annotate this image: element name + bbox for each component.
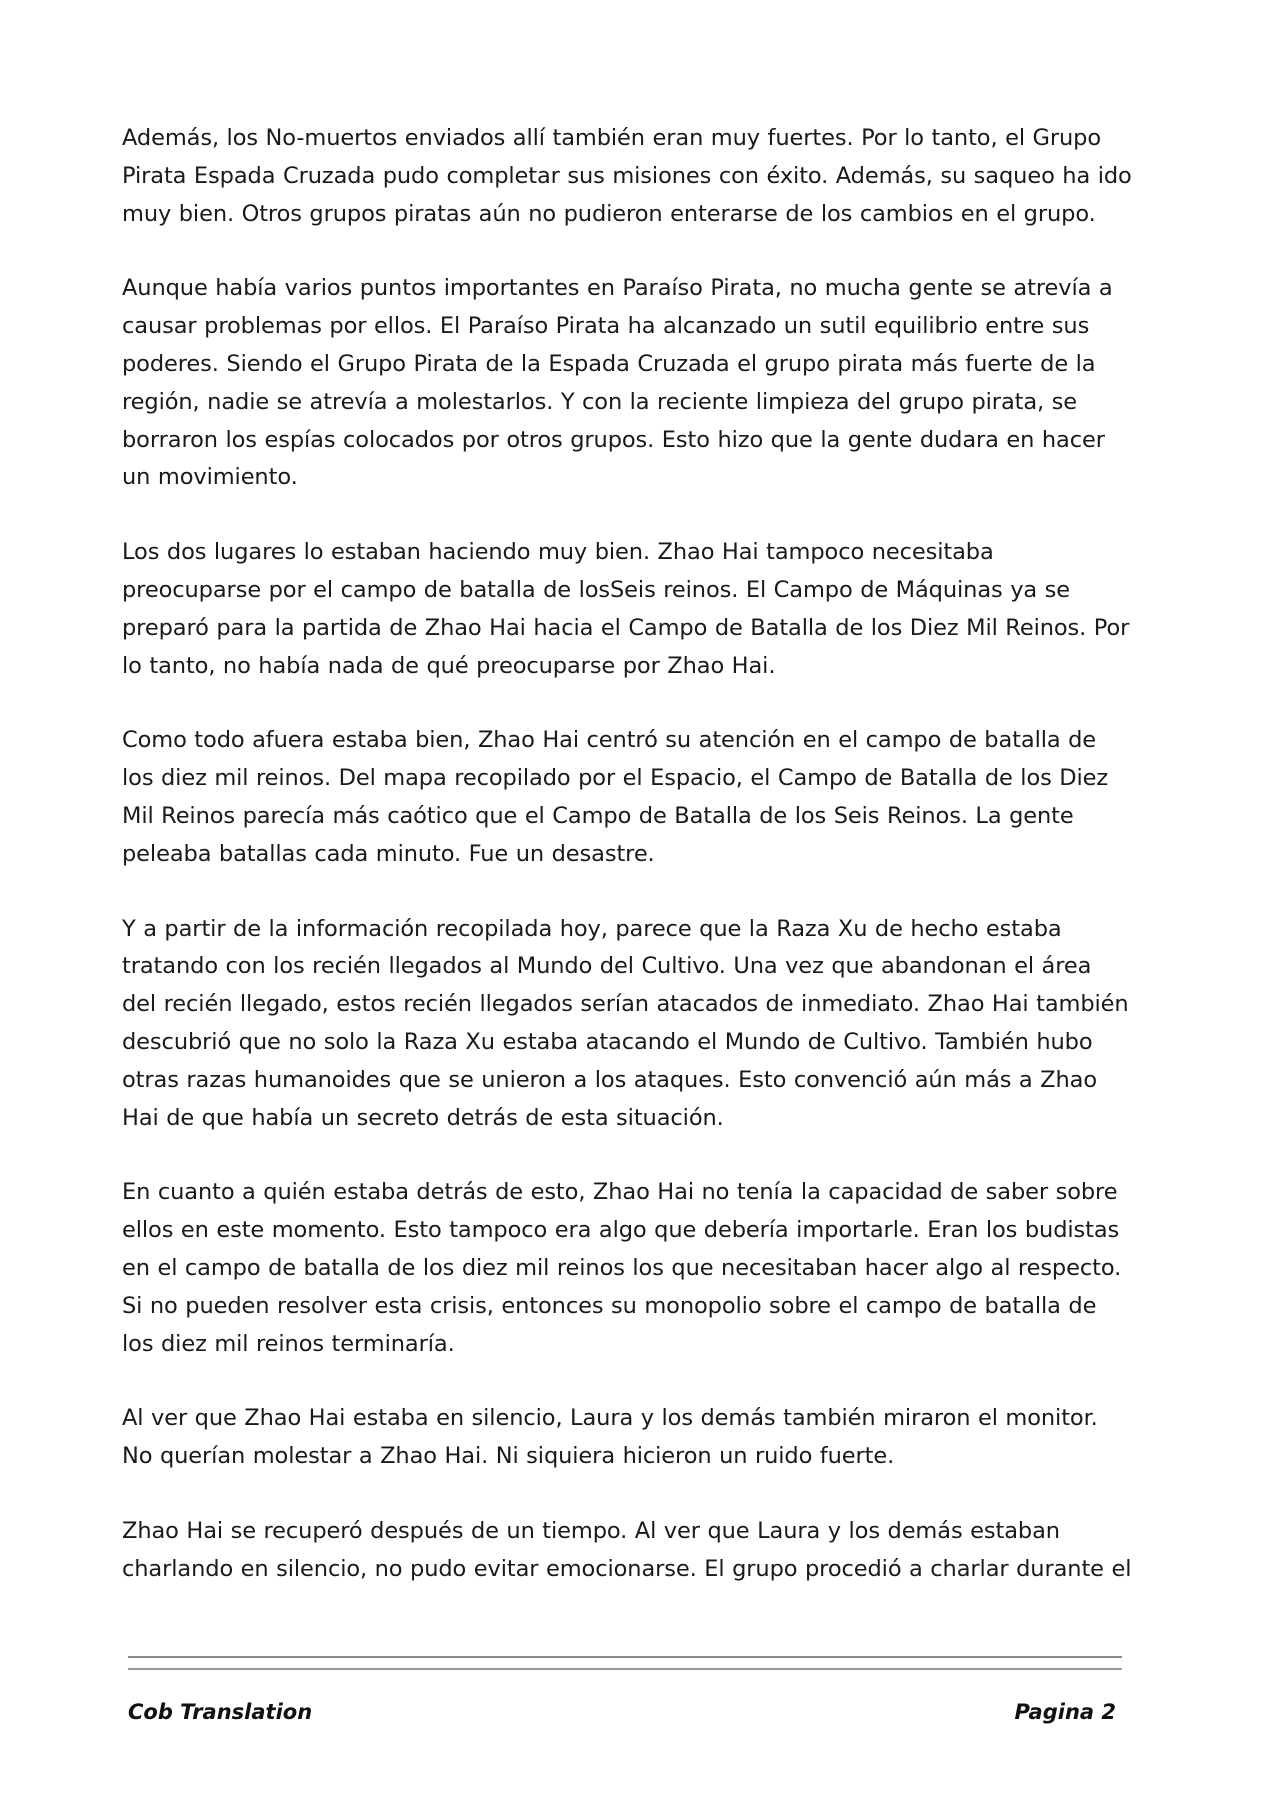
footer-source: Cob Translation xyxy=(128,1700,313,1724)
footer-divider xyxy=(128,1668,1122,1670)
footer-page-number: Pagina 2 xyxy=(1014,1700,1116,1724)
paragraph: Zhao Hai se recuperó después de un tiempo. Al ver que Laura y los demás estaban charlando en silencio, no pudo evitar emocionarse. El grupo procedió a charlar durante el xyxy=(122,1517,1132,1582)
page-body xyxy=(122,120,1132,1626)
paragraph: En cuanto a quién estaba detrás de esto, Zhao Hai no tenía la capacidad de saber sobre ellos en este momento. Esto tampoco era algo que debería importarle. Eran los budistas en el campo de batalla de los diez mil reinos los que necesitaban hacer algo al respecto. Si no pueden resolver esta crisis, entonces su monopolio sobre el campo de batalla de los diez mil reinos terminaría. xyxy=(122,1179,1122,1357)
paragraph: Además, los No-muertos enviados allí también eran muy fuertes. Por lo tanto, el Grupo Pirata Espada Cruzada pudo completar sus misiones con éxito. Además, su saqueo ha ido muy bien. Otros grupos piratas aún no pudieron enterarse de los cambios en el grupo. xyxy=(122,125,1132,227)
paragraph: Al ver que Zhao Hai estaba en silencio, Laura y los demás también miraron el monitor. No querían molestar a Zhao Hai. Ni siquiera hicieron un ruido fuerte. xyxy=(122,1405,1098,1470)
footer-divider xyxy=(128,1656,1122,1658)
paragraph: Y a partir de la información recopilada hoy, parece que la Raza Xu de hecho estaba tratando con los recién llegados al Mundo del Cultivo. Una vez que abandonan el área del recién llegado, estos recién llegados serían atacados de inmediato. Zhao Hai también descubrió que no solo la Raza Xu estaba atacando el Mundo de Cultivo. También hubo otras razas humanoides que se unieron a los ataques. Esto convenció aún más a Zhao Hai de que había un secreto detrás de esta situación. xyxy=(122,915,1129,1131)
paragraph: Como todo afuera estaba bien, Zhao Hai centró su atención en el campo de batalla de los diez mil reinos. Del mapa recopilado por el Espacio, el Campo de Batalla de los Diez Mil Reinos parecía más caótico que el Campo de Batalla de los Seis Reinos. La gente peleaba batallas cada minuto. Fue un desastre. xyxy=(122,727,1109,867)
paragraph: Aunque había varios puntos importantes en Paraíso Pirata, no mucha gente se atrevía a causar problemas por ellos. El Paraíso Pirata ha alcanzado un sutil equilibrio entre sus poderes. Siendo el Grupo Pirata de la Espada Cruzada el grupo pirata más fuerte de la región, nadie se atrevía a molestarlos. Y con la reciente limpieza del grupo pirata, se borraron los espías colocados por otros grupos. Esto hizo que la gente dudara en hacer un movimiento. xyxy=(122,275,1113,491)
paragraph: Los dos lugares lo estaban haciendo muy bien. Zhao Hai tampoco necesitaba preocuparse por el campo de batalla de losSeis reinos. El Campo de Máquinas ya se preparó para la partida de Zhao Hai hacia el Campo de Batalla de los Diez Mil Reinos. Por lo tanto, no había nada de qué preocuparse por Zhao Hai. xyxy=(122,539,1130,679)
